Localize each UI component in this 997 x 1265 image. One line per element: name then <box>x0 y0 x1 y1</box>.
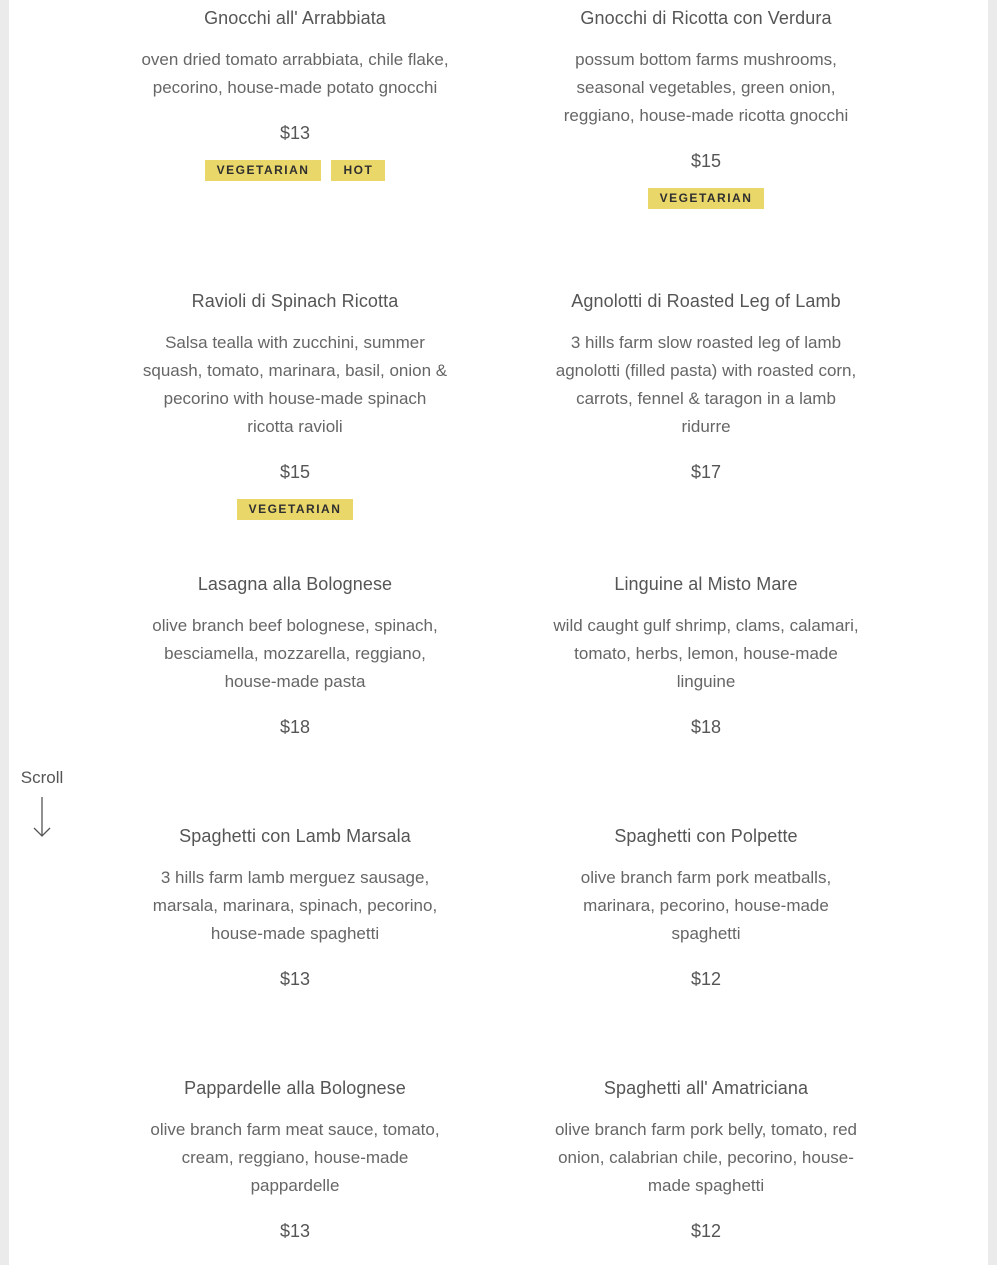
menu-item-name: Gnocchi di Ricotta con Verdura <box>580 8 832 28</box>
menu-item-name: Spaghetti con Lamb Marsala <box>179 826 411 846</box>
menu-item-name: Lasagna alla Bolognese <box>197 574 393 594</box>
tag-vegetarian: VEGETARIAN <box>237 499 354 520</box>
scroll-label: Scroll <box>20 768 64 787</box>
menu-item-price: $12 <box>690 969 722 989</box>
menu-item <box>139 1078 451 1242</box>
menu-item <box>550 826 862 990</box>
menu-item <box>550 1078 862 1242</box>
menu-item-price: $15 <box>279 462 311 482</box>
menu-item-description: olive branch farm pork belly, tomato, red onion, calabrian chile, pecorino, house-made spaghetti <box>554 1120 858 1195</box>
menu-item-name: Ravioli di Spinach Ricotta <box>191 291 399 311</box>
scroll-indicator[interactable] <box>12 768 72 838</box>
menu-item-description: 3 hills farm slow roasted leg of lamb agnolotti (filled pasta) with roasted corn, carrots, fennel & taragon in a lamb ridurre <box>555 333 857 436</box>
menu-item-tags <box>139 160 451 181</box>
menu-item <box>139 8 451 181</box>
menu-item-price: $13 <box>279 969 311 989</box>
menu-item-tags <box>139 499 451 520</box>
menu-item-price: $18 <box>279 717 311 737</box>
menu-item-price: $13 <box>279 123 311 143</box>
arrow-down-icon <box>32 796 52 838</box>
tag-vegetarian: VEGETARIAN <box>205 160 322 181</box>
menu-item-tags <box>550 188 862 209</box>
menu-item-price: $12 <box>690 1221 722 1241</box>
menu-item-description: Salsa tealla with zucchini, summer squash, tomato, marinara, basil, onion & pecorino with house-made spinach ricotta ravioli <box>142 333 448 436</box>
menu-item-name: Gnocchi all' Arrabbiata <box>204 8 386 28</box>
menu-item-price: $18 <box>690 717 722 737</box>
menu-page <box>9 0 988 1265</box>
menu-item <box>550 8 862 209</box>
menu-item <box>139 291 451 520</box>
menu-item-price: $13 <box>279 1221 311 1241</box>
menu-item <box>550 574 862 738</box>
menu-item-description: possum bottom farms mushrooms, seasonal vegetables, green onion, reggiano, house-made ricotta gnocchi <box>563 50 849 125</box>
menu-item-description: olive branch farm pork meatballs, marinara, pecorino, house-made spaghetti <box>580 868 832 943</box>
menu-item-name: Agnolotti di Roasted Leg of Lamb <box>571 291 841 311</box>
menu-item <box>139 826 451 990</box>
menu-item-description: olive branch farm meat sauce, tomato, cream, reggiano, house-made pappardelle <box>150 1120 440 1195</box>
menu-item-description: 3 hills farm lamb merguez sausage, marsala, marinara, spinach, pecorino, house-made spaghetti <box>152 868 438 943</box>
menu-item-name: Pappardelle alla Bolognese <box>184 1078 406 1098</box>
menu-item-price: $15 <box>690 151 722 171</box>
tag-hot: HOT <box>331 160 385 181</box>
menu-item <box>550 291 862 483</box>
menu-item-description: olive branch beef bolognese, spinach, besciamella, mozzarella, reggiano, house-made pasta <box>152 616 438 691</box>
menu-item-name: Linguine al Misto Mare <box>614 574 798 594</box>
menu-item <box>139 574 451 738</box>
menu-item-description: wild caught gulf shrimp, clams, calamari, tomato, herbs, lemon, house-made linguine <box>553 616 859 691</box>
menu-item-name: Spaghetti all' Amatriciana <box>603 1078 809 1098</box>
tag-vegetarian: VEGETARIAN <box>648 188 765 209</box>
menu-item-description: oven dried tomato arrabbiata, chile flake, pecorino, house-made potato gnocchi <box>141 50 449 97</box>
menu-item-price: $17 <box>690 462 722 482</box>
menu-item-name: Spaghetti con Polpette <box>614 826 798 846</box>
